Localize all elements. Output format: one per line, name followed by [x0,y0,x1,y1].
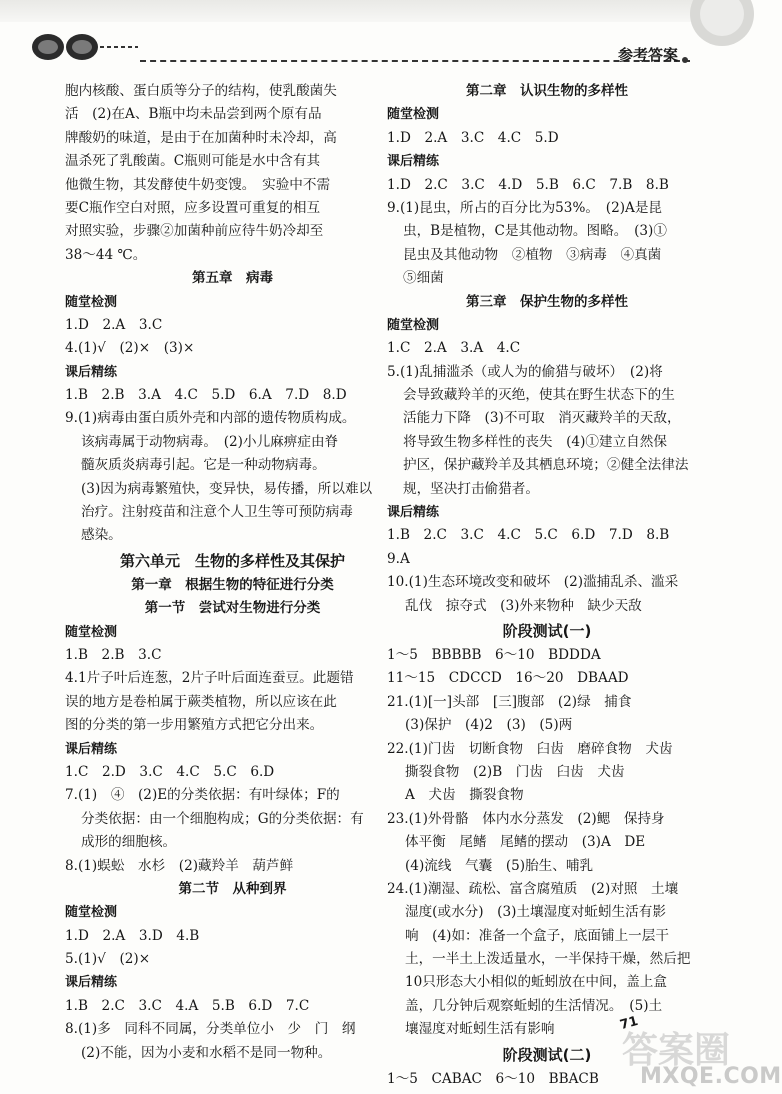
answer-line: 10.(1)生态环境改变和破坏 (2)滥捕乱杀、滥采 [387,574,679,591]
answer-line: (3)保护 (4)2 (3) (5)两 [405,717,573,734]
section-label: 课后精练 [65,741,118,757]
section-label: 随堂检测 [65,294,118,310]
answer-line: 1.D 2.A 3.D 4.B [65,927,200,944]
answer-line: 1.D 2.C 3.C 4.D 5.B 6.C 7.B 8.B [387,176,669,193]
answer-line: 治疗。注射疫苗和注意个人卫生等可预防病毒 [81,504,353,521]
test-heading: 阶段测试(二) [502,1045,592,1064]
answer-line: 牌酸奶的味道，是由于在加菌种时未冷却，高 [65,129,337,146]
answer-line: 活 (2)在A、B瓶中均未品尝到两个原有品 [65,106,322,123]
chapter-heading: 第二章 认识生物的多样性 [466,83,628,99]
answer-line: 4.(1)√ (2)× (3)× [65,340,195,357]
answer-line: ⑤细菌 [403,270,444,287]
section-label: 随堂检测 [65,905,118,921]
answer-line: 要C瓶作空白对照，应多设置可重复的相互 [65,199,321,216]
left-column [65,80,400,1065]
answer-line: 7.(1) ④ (2)E的分类依据：有叶绿体；F的 [65,787,340,804]
header-disc-icon [676,0,750,56]
page-header [0,0,750,80]
unit-heading: 第六单元 生物的多样性及其保护 [119,551,345,570]
answer-line: 虫，B是植物，C是其他动物。图略。 (3)① [403,223,667,240]
answer-line: 21.(1)[一]头部 [三]腹部 (2)绿 捕食 [387,693,632,710]
answer-line: 1.D 2.A 3.C 4.C 5.D [387,129,559,146]
header-title: 参考答案 [618,46,679,64]
section-label: 随堂检测 [387,107,440,123]
answer-line: 38～44 ℃。 [65,246,147,263]
answer-line: 1.B 2.B 3.A 4.C 5.D 6.A 7.D 8.D [65,387,347,404]
header-decoration-icon [30,30,140,64]
chapter-heading: 第一节 尝试对生物进行分类 [144,600,321,617]
answer-line: 会导致藏羚羊的灭绝，使其在野生状态下的生 [403,387,675,404]
answer-line: 昆虫及其他动物 ②植物 ③病毒 ④真菌 [403,246,662,263]
chapter-heading: 第三章 保护生物的多样性 [466,293,628,310]
section-label: 课后精练 [65,364,118,380]
right-column [387,80,707,1091]
section-label: 随堂检测 [65,624,118,640]
section-label: 课后精练 [387,154,440,170]
answer-line: 护区，保护藏羚羊及其栖息环境；②健全法律法 [403,457,689,474]
answer-line: 温杀死了乳酸菌。C瓶则可能是水中含有其 [65,153,321,170]
answer-line: 分类依据：由一个细胞构成；G的分类依据：有 [81,810,364,827]
answer-line: (3)因为病毒繁殖快，变异快，易传播，所以难以 [81,480,373,497]
answer-line: 规，坚决打击偷猎者。 [403,480,539,497]
answer-line: 该病毒属于动物病毒。 (2)小儿麻痹症由脊 [81,433,339,450]
answer-line: 壤湿度对蚯蚓生活有影响 [405,1021,555,1038]
answer-line: 5.(1)√ (2)× [65,951,151,968]
answer-line: 8.(1)蜈蚣 水杉 (2)藏羚羊 葫芦鲜 [65,857,294,874]
answer-line: 1.B 2.C 3.C 4.C 5.C 6.D 7.D 8.B [387,527,670,544]
section-label: 课后精练 [65,975,118,991]
answer-line: 他微生物，其发酵使牛奶变馊。 实验中不需 [65,176,331,193]
answer-line: 图的分类的第一步用繁殖方式把它分出来。 [65,717,324,734]
section-label: 课后精练 [387,505,440,521]
answer-line: 9.(1)昆虫，所占的百分比为53%。 (2)A是昆 [387,199,663,216]
answer-line: 1～5 BBBBB 6～10 BDDDA [387,646,601,663]
answer-line: 感染。 [81,527,122,544]
answer-line: (4)流线 气囊 (5)胎生、哺乳 [405,857,594,874]
header-band [0,0,750,22]
answer-line: A 犬齿 撕裂食物 [405,787,524,804]
chapter-heading: 第二节 从种到界 [178,880,287,897]
chapter-heading: 第一章 根据生物的特征进行分类 [131,576,334,593]
answer-line: 响 (4)如：准备一个盒子，底面铺上一层干 [405,927,669,944]
answer-line: 胞内核酸、蛋白质等分子的结构，使乳酸菌失 [65,83,337,99]
answer-line: 5.(1)乱捕滥杀（或人为的偷猎与破坏） (2)将 [387,363,663,380]
answer-line: 1～5 CABAC 6～10 BBACB [387,1070,599,1087]
answer-line: 1.C 2.D 3.C 4.C 5.C 6.D [65,763,275,780]
answer-line: 1.B 2.B 3.C [65,646,162,663]
answer-line: 1.D 2.A 3.C [65,316,163,333]
answer-line: 误的地方是卷柏属于蕨类植物，所以应该在此 [65,693,337,710]
answer-line: 湿度(或水分) (3)土壤湿度对蚯蚓生活有影 [405,904,666,921]
watermark-url: MXQE.COM [640,1064,782,1089]
answer-line: 土，一半土上泼适量水，一半保持干燥，然后把 [405,951,691,968]
chapter-heading: 第五章 病毒 [192,270,273,287]
answer-line: 24.(1)潮湿、疏松、富含腐殖质 (2)对照 土壤 [387,880,679,897]
answer-line: 8.(1)多 同科不同属，分类单位小 少 门 纲 [65,1021,356,1038]
answer-line: 体平衡 尾鳍 尾鳍的摆动 (3)A DE [405,834,646,851]
answer-line: 22.(1)门齿 切断食物 臼齿 磨碎食物 犬齿 [387,740,673,757]
answer-line: 盖，几分钟后观察蚯蚓的生活情况。 (5)土 [405,997,663,1014]
answer-line: 23.(1)外骨骼 体内水分蒸发 (2)鳃 保持身 [387,810,665,827]
answer-line: 10只形态大小相似的蚯蚓放在中间，盖上盒 [405,974,667,991]
answer-line: 乱伐 掠夺式 (3)外来物种 缺少天敌 [405,597,642,614]
answer-line: 对照实验，步骤②加菌种前应待牛奶冷却至 [65,223,324,240]
answer-line: 活能力下降 (3)不可取 消灭藏羚羊的天敌， [403,410,681,427]
header-divider [140,60,690,62]
answer-line: 撕裂食物 (2)B 门齿 臼齿 犬齿 [405,763,625,780]
answer-line: (2)不能，因为小麦和水稻不是同一物种。 [81,1044,332,1061]
answer-line: 将导致生物多样性的丧失 (4)①建立自然保 [403,433,667,450]
answer-line: 成形的细胞核。 [81,834,177,851]
answer-line: 9.(1)病毒由蛋白质外壳和内部的遗传物质构成。 [65,410,356,427]
test-heading: 阶段测试(一) [502,621,592,640]
page-number: 71 [618,1013,640,1034]
answer-line: 1.B 2.C 3.C 4.A 5.B 6.D 7.C [65,997,310,1014]
answer-line: 11～15 CDCCD 16～20 DBAAD [387,670,629,687]
answer-line: 1.C 2.A 3.A 4.C [387,340,521,357]
section-label: 随堂检测 [387,317,440,333]
answer-line: 4.1片子叶后连葱，2片子叶后面连蚕豆。此题错 [65,670,354,687]
answer-line: 9.A [387,550,410,567]
answer-line: 髓灰质炎病毒引起。它是一种动物病毒。 [81,457,326,474]
watermark-logo: 答案圈 [622,1030,731,1071]
